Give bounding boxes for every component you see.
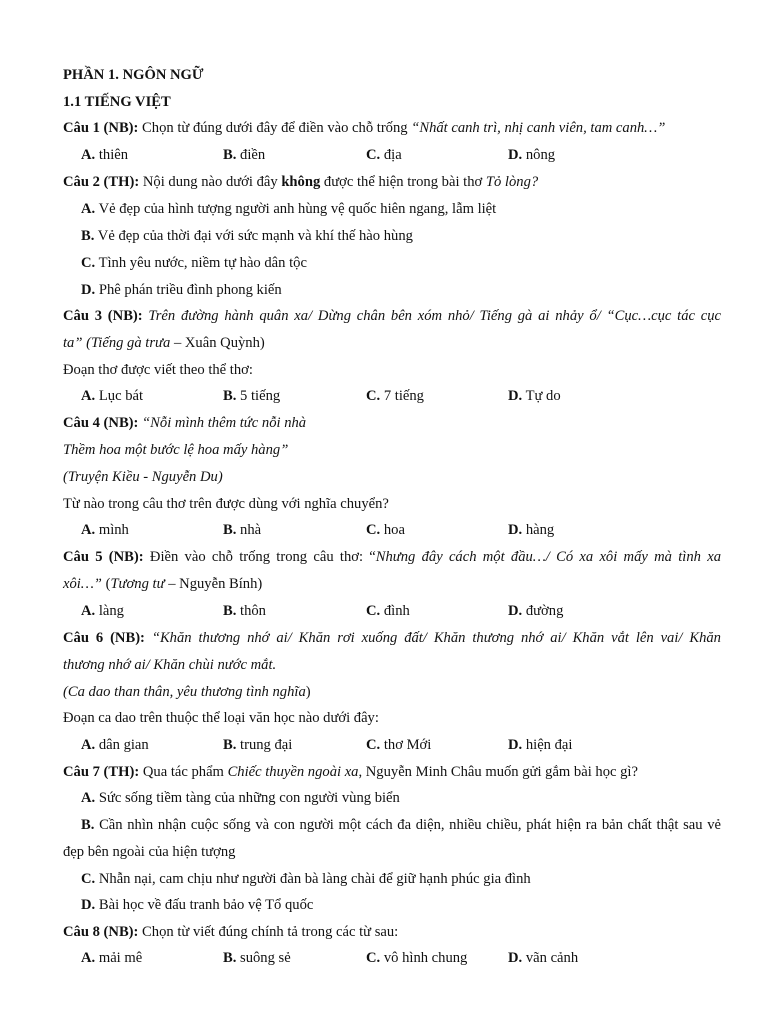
option-b: B. 5 tiếng [223, 388, 281, 404]
option-a: A. Vẻ đẹp của hình tượng người anh hùng vệ quốc hiên ngang, lẫm liệt [81, 201, 497, 217]
question-8: Câu 8 (NB): Chọn từ viết đúng chính tả trong các từ sau: [63, 924, 399, 940]
option-d: D. Bài học về đấu tranh bảo vệ Tổ quốc [81, 897, 314, 913]
option-d: D. hàng [508, 522, 555, 538]
option-c: C. thơ Mới [366, 737, 432, 753]
option-d: D. hiện đại [508, 737, 573, 753]
question-7: Câu 7 (TH): Qua tác phẩm Chiếc thuyền ngoài xa, Nguyễn Minh Châu muốn gửi gắm bài học gì? [63, 764, 638, 780]
option-b: B. suông sẻ [223, 950, 291, 966]
option-a: A. mải mê [81, 950, 143, 966]
option-b: B. nhà [223, 522, 262, 538]
option-c: C. Tình yêu nước, niềm tự hào dân tộc [81, 255, 307, 271]
question-6-source: (Ca dao than thân, yêu thương tình nghĩa) [63, 684, 311, 700]
option-a: A. Sức sống tiềm tàng của những con người vùng biển [81, 790, 400, 806]
option-a: A. làng [81, 603, 124, 619]
option-d: D. vãn cảnh [508, 950, 579, 966]
question-2: Câu 2 (TH): Nội dung nào dưới đây không được thể hiện trong bài thơ Tỏ lòng? [63, 174, 539, 190]
question-4-source: (Truyện Kiều - Nguyễn Du) [63, 469, 223, 485]
section-title: PHẦN 1. NGÔN NGỮ [63, 67, 204, 83]
subsection-title: 1.1 TIẾNG VIỆT [63, 94, 171, 110]
option-b: B. trung đại [223, 737, 293, 753]
question-6: Câu 6 (NB): “Khăn thương nhớ ai/ Khăn rơi xuống đất/ Khăn thương nhớ ai/ Khăn vắt lên vai/ Khăn [63, 630, 721, 646]
option-a: A. Lục bát [81, 388, 144, 404]
question-4-prompt: Từ nào trong câu thơ trên được dùng với nghĩa chuyển? [63, 496, 389, 512]
question-6-quote: thương nhớ ai/ Khăn chùi nước mắt. [63, 657, 277, 673]
option-c: C. hoa [366, 522, 405, 538]
option-c: C. Nhẫn nại, cam chịu như người đàn bà làng chài để giữ hạnh phúc gia đình [81, 871, 531, 887]
option-d: D. đường [508, 603, 564, 619]
question-4: Câu 4 (NB): “Nỗi mình thêm tức nỗi nhà [63, 415, 307, 431]
question-3-prompt: Đoạn thơ được viết theo thể thơ: [63, 362, 253, 378]
question-5: Câu 5 (NB): Điền vào chỗ trống trong câu thơ: “Nhưng đây cách một đầu…/ Có xa xôi mấy mà tình xa [63, 549, 721, 565]
option-b-continued: đẹp bên ngoài của hiện tượng [63, 844, 236, 860]
question-6-prompt: Đoạn ca dao trên thuộc thể loại văn học nào dưới đây: [63, 710, 379, 726]
option-c: C. vô hình chung [366, 950, 468, 966]
option-d: D. nông [508, 147, 556, 163]
option-b: B. Vẻ đẹp của thời đại với sức mạnh và khí thế hào hùng [81, 228, 413, 244]
question-3-source: ta” (Tiếng gà trưa – Xuân Quỳnh) [63, 335, 265, 351]
option-d: D. Phê phán triều đình phong kiến [81, 282, 282, 298]
question-5-source: xôi…” (Tương tư – Nguyễn Bính) [63, 576, 263, 592]
option-a: A. mình [81, 522, 129, 538]
question-3: Câu 3 (NB): Trên đường hành quân xa/ Dừng chân bên xóm nhỏ/ Tiếng gà ai nhảy ổ/ “Cục…cục tác cục [63, 308, 721, 324]
option-b: B. thôn [223, 603, 266, 619]
option-b: B. Cần nhìn nhận cuộc sống và con người một cách đa diện, nhiều chiều, phát hiện ra bản chất thật sau vẻ [81, 817, 721, 833]
option-b: B. điền [223, 147, 266, 163]
option-d: D. Tự do [508, 388, 561, 404]
option-a: A. dân gian [81, 737, 149, 753]
option-c: C. 7 tiếng [366, 388, 424, 404]
question-4-verse: Thềm hoa một bước lệ hoa mấy hàng” [63, 442, 289, 458]
option-a: A. thiên [81, 147, 129, 163]
question-1: Câu 1 (NB): Chọn từ đúng dưới đây để điền vào chỗ trống “Nhất canh trì, nhị canh viên, tam canh…” [63, 120, 666, 136]
option-c: C. đình [366, 603, 410, 619]
option-c: C. địa [366, 147, 402, 163]
